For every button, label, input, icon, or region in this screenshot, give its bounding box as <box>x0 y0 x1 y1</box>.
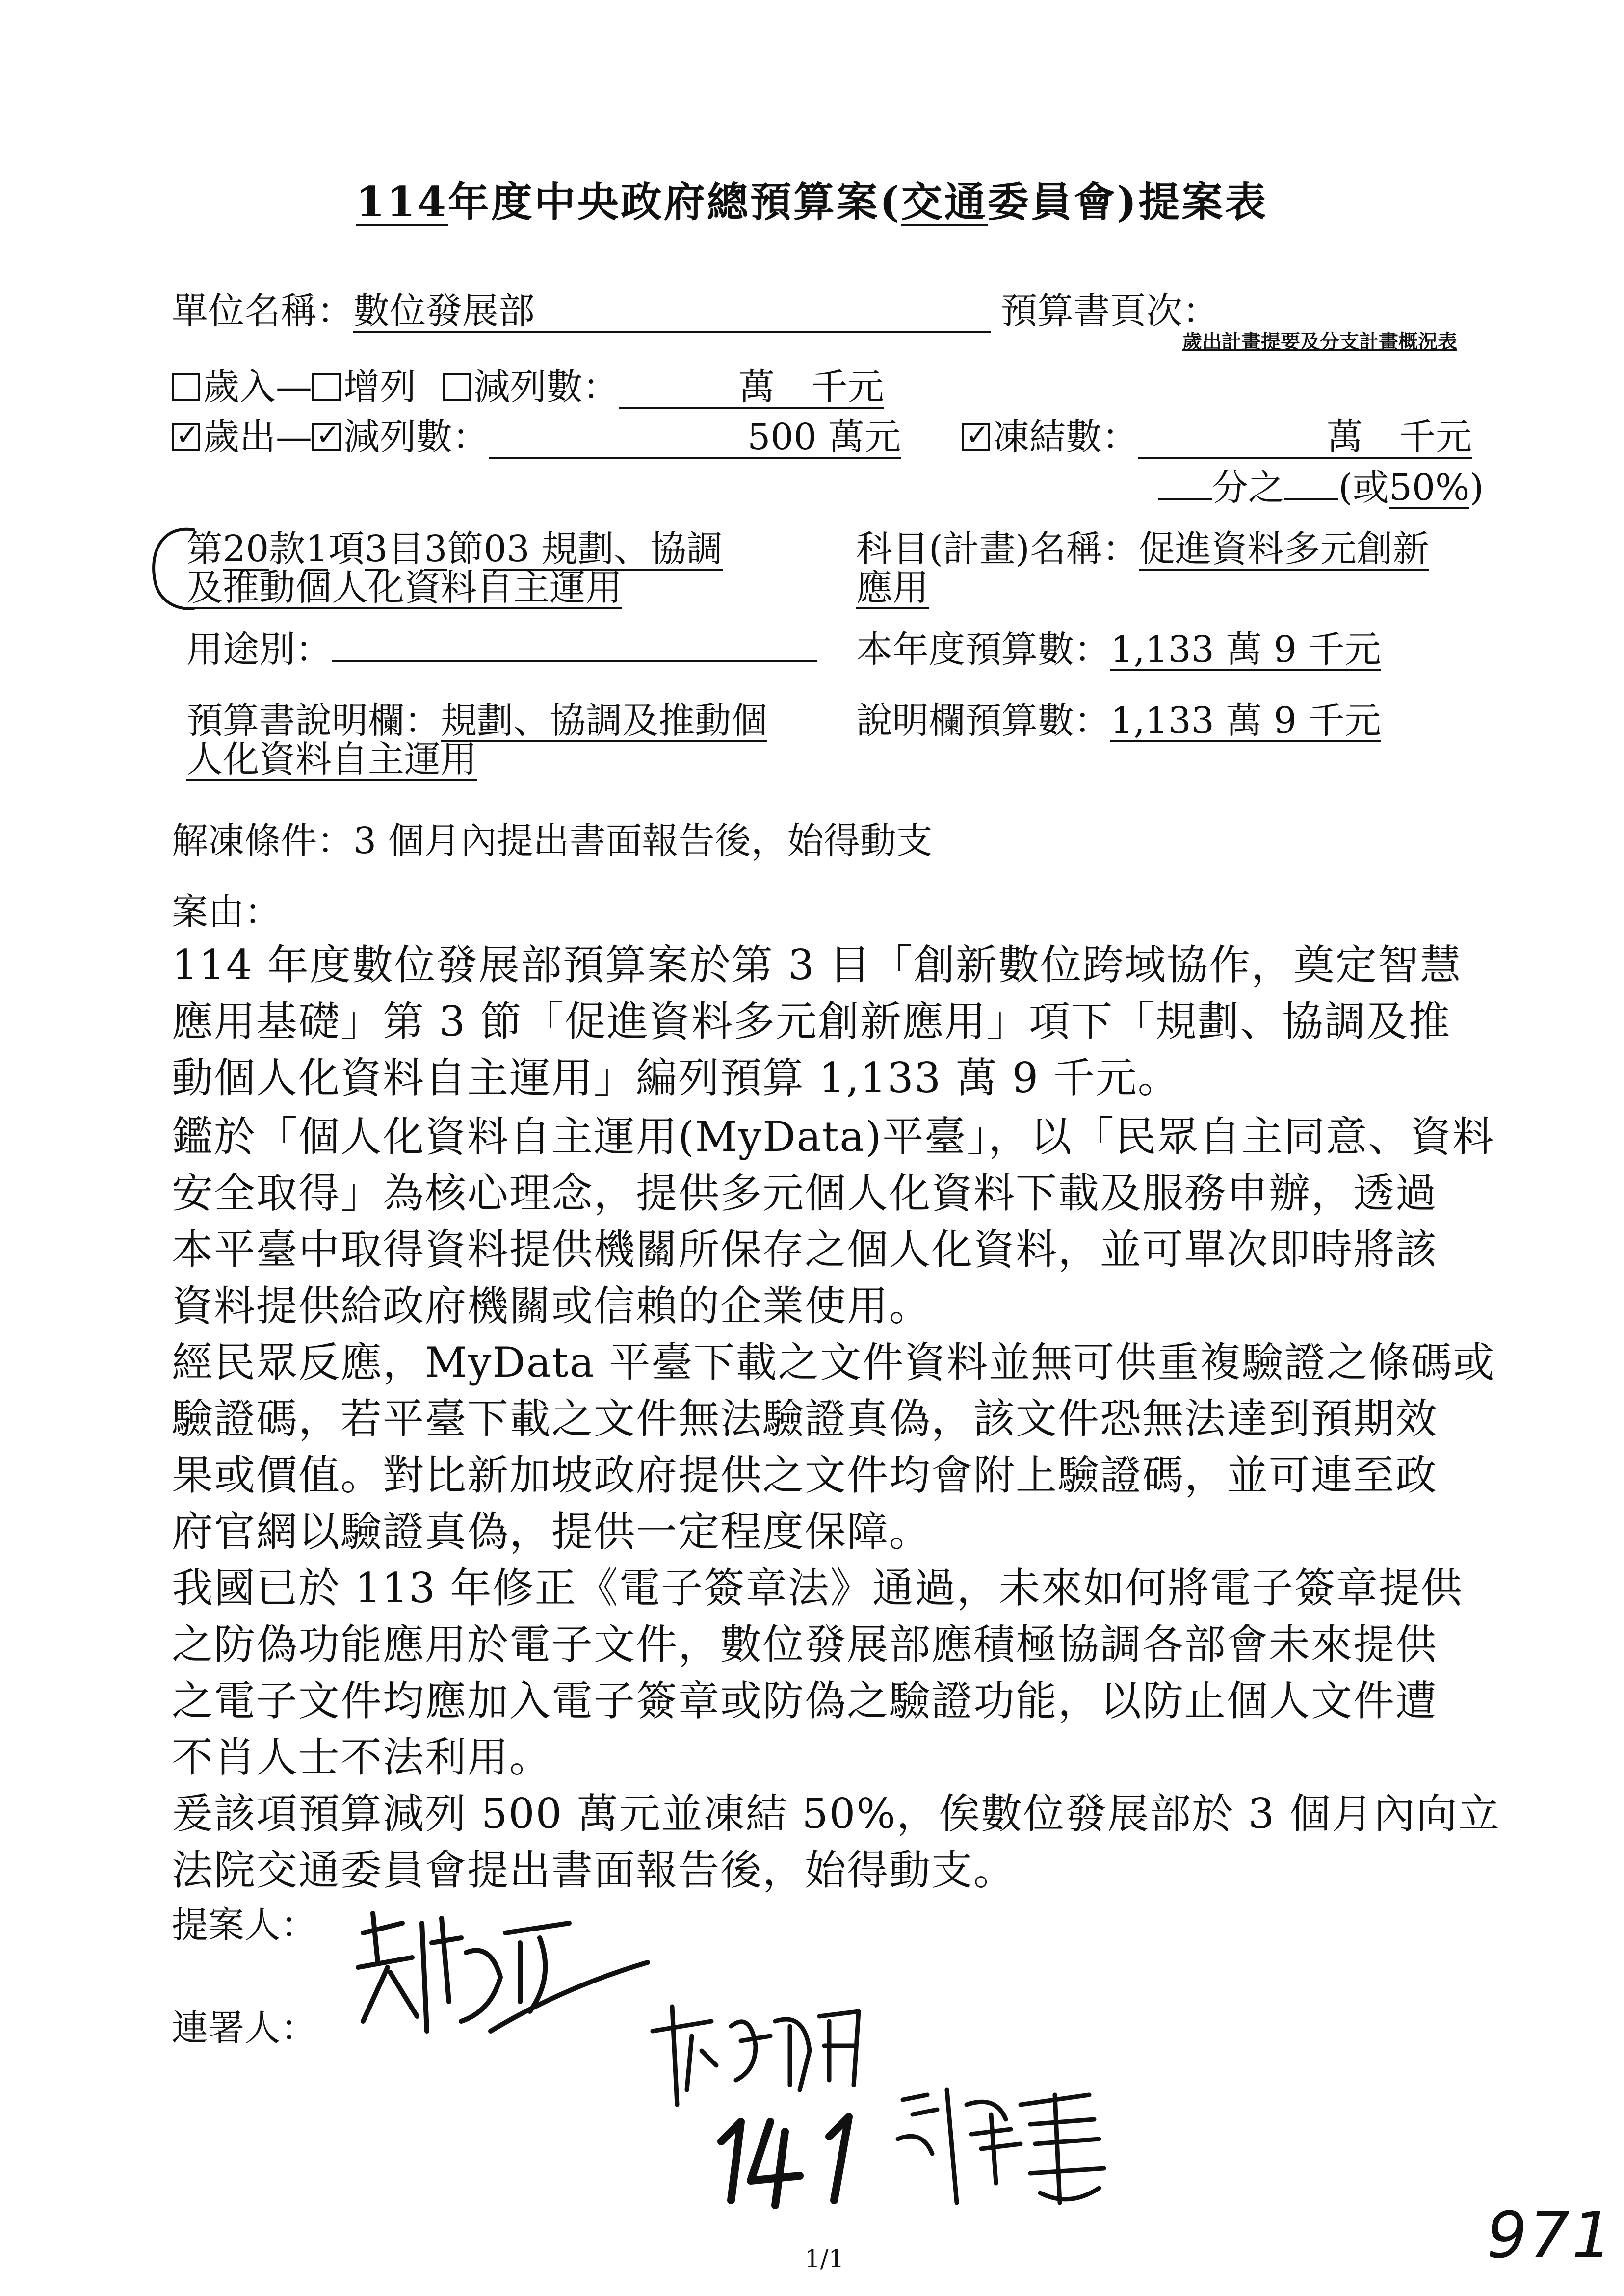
reason-line: 爰該項預算減列 500 萬元並凍結 50%，俟數位發展部於 3 個月內向立 <box>172 1790 1500 1838</box>
cosigner-signature-2 <box>883 2075 1119 2222</box>
unit-row: 單位名稱：數位發展部 <box>172 282 991 334</box>
freeze-checkbox[interactable] <box>962 423 990 451</box>
reason-line: 不肖人士不法利用。 <box>172 1733 552 1781</box>
corner-number: 971 <box>1487 2198 1615 2272</box>
explanation-row: 預算書說明欄：規劃、協調及推動個 <box>186 700 767 742</box>
subject-value: 促進資料多元創新 <box>1138 528 1429 570</box>
page-title: 114年度中央政府總預算案(交通委員會)提案表 <box>356 178 1268 226</box>
freeze-percent: 50% <box>1388 467 1470 509</box>
explanation-budget-row: 說明欄預算數：1,133 萬 9 千元 <box>856 700 1381 742</box>
title-committee: 交通 <box>901 178 988 226</box>
expenditure-row: ✓歲出—✓ 減列數： 500 萬元 <box>172 408 901 460</box>
item-row: 第20款1項3目3節03 規劃、協調 <box>186 528 723 570</box>
reason-line: 鑑於「個人化資料自主運用(MyData)平臺」，以「民眾自主同意、資料 <box>172 1113 1495 1161</box>
reason-line: 之電子文件均應加入電子簽章或防偽之驗證功能，以防止個人文件遭 <box>172 1677 1438 1725</box>
annual-budget-value: 1,133 萬 9 千元 <box>1110 628 1381 671</box>
expenditure-cut-amount: 500 萬元 <box>489 418 901 459</box>
reason-line: 應用基礎」第 3 節「促進資料多元創新應用」項下「規劃、協調及推 <box>172 997 1451 1045</box>
page-number: 1/1 <box>805 2244 844 2273</box>
proposer-label: 提案人： <box>172 1904 317 1946</box>
reason-line: 資料提供給政府機關或信賴的企業使用。 <box>172 1282 932 1330</box>
reason-label: 案由： <box>172 891 281 933</box>
reason-line: 經民眾反應，MyData 平臺下載之文件資料並無可供重複驗證之條碼或 <box>172 1338 1495 1386</box>
budget-page-label: 預算書頁次： <box>1001 290 1219 332</box>
freeze-row: ✓ 凍結數： 萬 千元 <box>962 408 1472 460</box>
revenue-checkbox[interactable] <box>172 373 200 401</box>
expenditure-checkbox[interactable] <box>172 423 200 451</box>
revenue-row: 歲入— 增列 減列數： 萬 千元 <box>172 358 884 410</box>
annual-budget-row: 本年度預算數：1,133 萬 9 千元 <box>856 628 1381 671</box>
fraction-row: 分之 (或50%) <box>1158 459 1484 511</box>
revenue-add-checkbox[interactable] <box>312 373 341 401</box>
explanation-value: 規劃、協調及推動個 <box>441 700 767 742</box>
explanation-row-2: 人化資料自主運用 <box>186 738 477 781</box>
reason-line: 法院交通委員會提出書面報告後，始得動支。 <box>172 1846 1016 1894</box>
proposer-signature <box>343 1904 662 2065</box>
revenue-cut-amount: 萬 千元 <box>619 368 884 409</box>
reason-line: 動個人化資料自主運用」編列預算 1,133 萬 9 千元。 <box>172 1054 1180 1102</box>
reason-line: 安全取得」為核心理念，提供多元個人化資料下載及服務申辦，透過 <box>172 1169 1438 1217</box>
budget-page-note: 歲出計畫提要及分支計畫概況表 <box>1182 330 1457 353</box>
unit-value: 數位發展部 <box>353 292 991 333</box>
explanation-budget-value: 1,133 萬 9 千元 <box>1110 700 1381 742</box>
reason-line: 驗證碼，若平臺下載之文件無法驗證真偽，該文件恐無法達到預期效 <box>172 1395 1438 1443</box>
usage-row: 用途別： <box>186 621 817 673</box>
reason-line: 本平臺中取得資料提供機關所保存之個人化資料，並可單次即時將該 <box>172 1226 1438 1274</box>
reason-line: 之防偽功能應用於電子文件，數位發展部應積極協調各部會未來提供 <box>172 1620 1438 1669</box>
reason-line: 果或價值。對比新加坡政府提供之文件均會附上驗證碼，並可連至政 <box>172 1451 1438 1499</box>
reason-line: 我國已於 113 年修正《電子簽章法》通過，未來如何將電子簽章提供 <box>172 1564 1463 1612</box>
cosigner-label: 連署人： <box>172 2007 317 2049</box>
reason-line: 114 年度數位發展部預算案於第 3 目「創新數位跨域協作，奠定智慧 <box>172 941 1462 989</box>
reason-line: 府官網以驗證真偽，提供一定程度保障。 <box>172 1508 932 1556</box>
freeze-amount: 萬 千元 <box>1138 418 1472 459</box>
revenue-cut-checkbox[interactable] <box>443 373 471 401</box>
subject-row-2: 應用 <box>856 567 929 609</box>
unfreeze-condition: 解凍條件：3 個月內提出書面報告後，始得動支 <box>172 820 933 862</box>
title-year: 114 <box>356 178 448 226</box>
expenditure-cut-checkbox[interactable] <box>312 423 341 451</box>
subject-row: 科目(計畫)名稱：促進資料多元創新 <box>856 528 1429 570</box>
item-row-2: 及推動個人化資料自主運用 <box>186 567 622 609</box>
